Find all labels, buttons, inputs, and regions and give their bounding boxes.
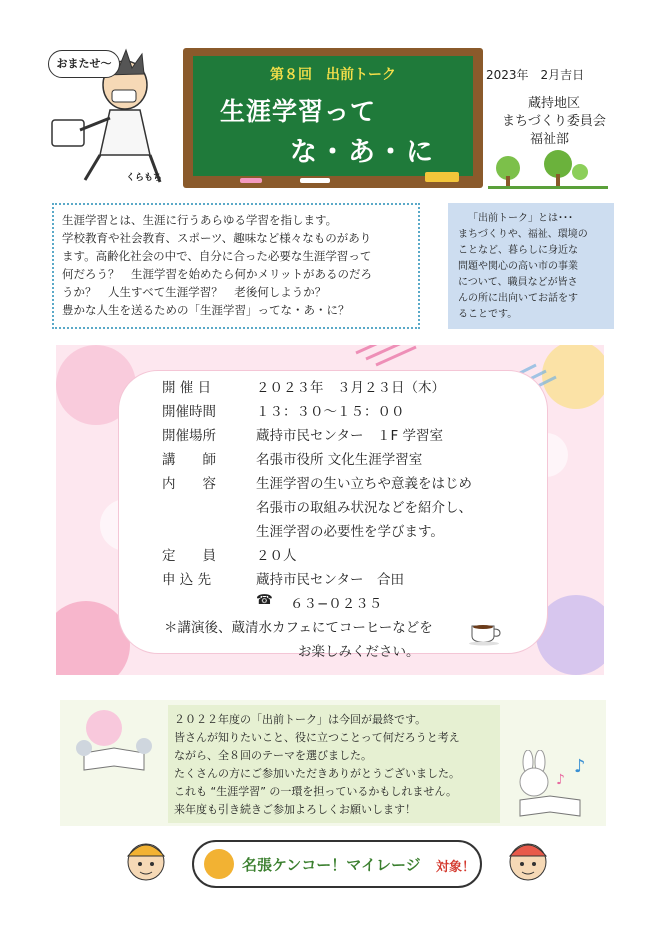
content-line2: 名張市の取組み状況などを紹介し、 <box>256 500 472 516</box>
talk-line: んの所に出向いてお話をす <box>458 293 578 304</box>
mouse-reading-illustration <box>64 708 164 778</box>
final-line: 皆さんが知りたいこと、役に立つことって何だろうと考え <box>174 731 460 744</box>
board-subtitle: 第８回 出前トーク <box>270 67 396 83</box>
mileage-text: 名張ケンコー！マイレージ <box>242 856 421 874</box>
chalk-pink <box>240 178 262 183</box>
lecturer-value: 名張市役所 文化生涯学習室 <box>256 452 423 468</box>
intro-box <box>52 203 420 329</box>
note-line2: お楽しみください。 <box>298 644 420 660</box>
talk-line: ることです。 <box>458 309 518 320</box>
capacity-label: 定 員 <box>162 548 216 564</box>
mascot-name: くらもち <box>126 173 163 183</box>
talk-line: 問題や関心の高い市の事業 <box>458 261 578 272</box>
coffee-cup-icon <box>468 620 504 646</box>
chalk-yellow <box>425 172 459 182</box>
issue-date: 2023年 2月吉日 <box>486 68 585 82</box>
talk-explainer-box <box>448 203 614 329</box>
date-label: 開 催 日 <box>162 380 212 396</box>
content-label: 内 容 <box>162 476 216 492</box>
board-title-line1: 生涯学習って <box>220 97 377 126</box>
final-line: ２０２２年度の「出前トーク」は今回が最終です。 <box>174 713 427 726</box>
apply-label: 申 込 先 <box>162 572 212 588</box>
board-title-line2: な・あ・に <box>290 137 435 168</box>
chalk-white <box>300 178 330 183</box>
note-line1: ＊講演後、蔵清水カフェにてコーヒーなどを <box>164 620 433 636</box>
lecturer-label: 講 師 <box>162 452 216 468</box>
talk-line: ことなど、暮らしに身近な <box>458 245 578 256</box>
place-label: 開催場所 <box>162 428 216 444</box>
intro-line: 生涯学習とは、生涯に行うあらゆる学習を指します。 <box>62 213 338 227</box>
date-value: ２０２３年 ３月２３日（木） <box>256 380 445 396</box>
mileage-target: 対象！ <box>436 860 476 875</box>
talk-line: 「出前トーク」とは･･･ <box>468 213 573 224</box>
apply-value: 蔵持市民センター 合田 <box>256 572 404 588</box>
final-line: これも “生涯学習” の一環を担っているかもしれません。 <box>174 785 458 798</box>
phone-icon: ☎ <box>256 592 273 608</box>
mileage-logo-icon <box>204 849 234 879</box>
time-value: １３：３０〜１５：００ <box>256 404 405 420</box>
content-line3: 生涯学習の必要性を学びます。 <box>256 524 444 540</box>
speech-bubble: おまたせ〜 <box>48 50 120 78</box>
child-right-illustration <box>498 836 558 892</box>
place-value: 蔵持市民センター １F 学習室 <box>256 428 444 444</box>
final-line: ながら、全８回のテーマを選びました。 <box>174 749 372 762</box>
trees-illustration <box>488 150 608 190</box>
svg-text:♪: ♪ <box>574 756 586 777</box>
content-line1: 生涯学習の生い立ちや意義をはじめ <box>256 476 472 492</box>
final-line: たくさんの方にご参加いただきありがとうございました。 <box>174 767 460 780</box>
capacity-value: ２０人 <box>256 548 297 564</box>
org-line3: 福祉部 <box>530 132 570 147</box>
child-left-illustration <box>116 836 176 892</box>
final-message-box <box>168 705 500 823</box>
org-line2: まちづくり委員会 <box>502 114 606 129</box>
phone-value: ６３−０２３５ <box>290 596 383 612</box>
intro-line: 何だろう？ 生涯学習を始めたら何かメリットがあるのだろ <box>62 267 373 281</box>
time-label: 開催時間 <box>162 404 216 420</box>
svg-text:♪: ♪ <box>556 772 565 788</box>
intro-line: うか？ 人生すべて生涯学習？ 老後何しようか？ <box>62 285 327 299</box>
intro-line: 学校教育や社会教育、スポーツ、趣味など様々なものがあり <box>62 231 372 245</box>
org-line1: 蔵持地区 <box>528 96 581 111</box>
intro-line: ます。高齢化社会の中で、自分に合った必要な生涯学習って <box>62 249 372 263</box>
talk-line: について、職員などが皆さ <box>458 277 578 288</box>
rabbit-music-illustration <box>500 750 604 822</box>
final-line: 来年度も引き続きご参加よろしくお願いします！ <box>174 803 416 816</box>
talk-line: まちづくりや、福祉、環境の <box>458 229 588 240</box>
intro-line: 豊かな人生を送るための「生涯学習」ってな・あ・に？ <box>62 303 350 317</box>
